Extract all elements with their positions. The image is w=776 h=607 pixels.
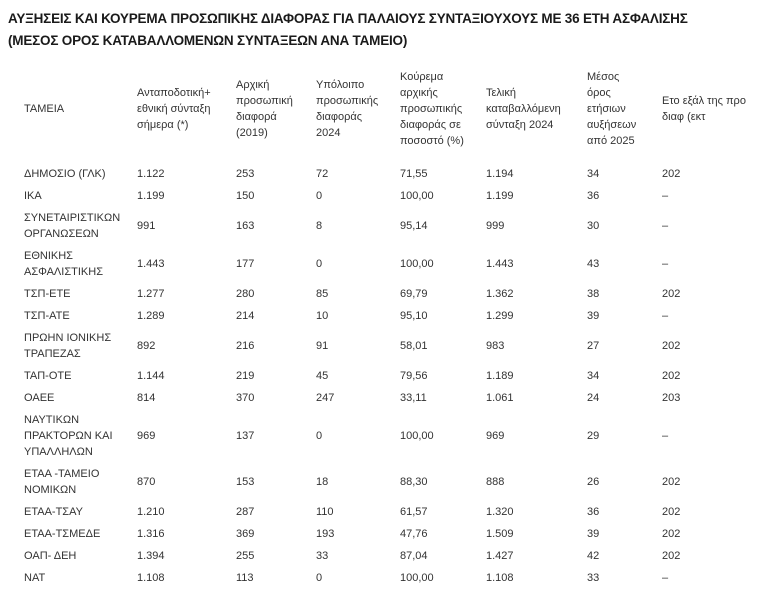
document-title xyxy=(8,8,688,52)
column-header: Τελική καταβαλλόμενη σύνταξη 2024 xyxy=(486,87,561,131)
value-cell: 34 xyxy=(587,370,600,382)
value-cell: 163 xyxy=(236,220,255,232)
value-cell: 1.362 xyxy=(486,288,514,300)
table-row xyxy=(16,163,776,185)
value-cell: 0 xyxy=(316,430,323,442)
value-cell: 370 xyxy=(236,392,255,404)
value-cell: 1.210 xyxy=(137,506,165,518)
value-cell: 247 xyxy=(316,392,335,404)
value-cell: 892 xyxy=(137,340,156,352)
value-cell: – xyxy=(662,190,669,202)
value-cell: 1.427 xyxy=(486,550,514,562)
table-row xyxy=(16,185,776,207)
table-row xyxy=(16,567,776,589)
value-cell: 1.394 xyxy=(137,550,165,562)
value-cell: 18 xyxy=(316,476,329,488)
fund-name-cell: ΝΑΥΤΙΚΩΝ ΠΡΑΚΤΟΡΩΝ ΚΑΙ ΥΠΑΛΛΗΛΩΝ xyxy=(24,414,113,458)
value-cell: 45 xyxy=(316,370,329,382)
value-cell: 870 xyxy=(137,476,156,488)
pension-table xyxy=(16,60,776,589)
value-cell: 30 xyxy=(587,220,600,232)
value-cell: 36 xyxy=(587,190,600,202)
table-row xyxy=(16,523,776,545)
title-line-1: ΑΥΞΗΣΕΙΣ ΚΑΙ ΚΟΥΡΕΜΑ ΠΡΟΣΩΠΙΚΗΣ ΔΙΑΦΟΡΑΣ ΓΙΑ ΠΑΛΑΙΟΥΣ ΣΥΝΤΑΞΙΟΥΧΟΥΣ ΜΕ 36 ΕΤΗ ΑΣΦΑΛΙΣΗΣ xyxy=(8,11,688,26)
value-cell: 216 xyxy=(236,340,255,352)
value-cell: 1.289 xyxy=(137,310,165,322)
value-cell: 10 xyxy=(316,310,329,322)
column-header: Κούρεμα αρχικής προσωπικής διαφοράς σε ποσοστό (%) xyxy=(400,71,464,147)
value-cell: 177 xyxy=(236,258,255,270)
value-cell: 1.061 xyxy=(486,392,514,404)
value-cell: 43 xyxy=(587,258,600,270)
column-header: Υπόλοιπο προσωπικής διαφοράς 2024 xyxy=(316,79,379,139)
value-cell: – xyxy=(662,430,669,442)
value-cell: 61,57 xyxy=(400,506,428,518)
value-cell: 1.320 xyxy=(486,506,514,518)
value-cell: 38 xyxy=(587,288,600,300)
value-cell: 33,11 xyxy=(400,392,427,404)
value-cell: 33 xyxy=(316,550,329,562)
value-cell: – xyxy=(662,572,669,584)
table-container xyxy=(0,60,746,607)
value-cell: 153 xyxy=(236,476,255,488)
value-cell: 34 xyxy=(587,168,600,180)
fund-name-cell: ΕΘΝΙΚΗΣ ΑΣΦΑΛΙΣΤΙΚΗΣ xyxy=(24,250,103,278)
value-cell: 202 xyxy=(662,550,681,562)
value-cell: 1.199 xyxy=(486,190,514,202)
value-cell: 991 xyxy=(137,220,156,232)
value-cell: 85 xyxy=(316,288,329,300)
value-cell: 72 xyxy=(316,168,329,180)
table-row xyxy=(16,409,776,463)
fund-name-cell: ΤΣΠ-ΕΤΕ xyxy=(24,288,71,300)
value-cell: – xyxy=(662,310,669,322)
value-cell: 1.316 xyxy=(137,528,165,540)
value-cell: 1.443 xyxy=(486,258,514,270)
value-cell: 203 xyxy=(662,392,681,404)
table-row xyxy=(16,545,776,567)
value-cell: 71,55 xyxy=(400,168,428,180)
value-cell: 1.443 xyxy=(137,258,165,270)
fund-name-cell: ΟΑΕΕ xyxy=(24,392,55,404)
fund-name-cell: ΤΣΠ-ΑΤΕ xyxy=(24,310,70,322)
table-row xyxy=(16,283,776,305)
value-cell: 255 xyxy=(236,550,255,562)
table-header-row xyxy=(16,60,776,163)
column-header: ΤΑΜΕΙΑ xyxy=(24,103,65,115)
fund-name-cell: ΟΑΠ- ΔΕΗ xyxy=(24,550,77,562)
value-cell: 1.122 xyxy=(137,168,165,180)
value-cell: 0 xyxy=(316,190,323,202)
value-cell: 150 xyxy=(236,190,255,202)
value-cell: 47,76 xyxy=(400,528,428,540)
column-header: Μέσος όρος ετήσιων αυξήσεων από 2025 xyxy=(587,71,637,147)
title-line-2: (ΜΕΣΟΣ ΟΡΟΣ ΚΑΤΑΒΑΛΛΟΜΕΝΩΝ ΣΥΝΤΑΞΕΩΝ ΑΝΑ ΤΑΜΕΙΟ) xyxy=(8,33,408,48)
value-cell: 202 xyxy=(662,528,681,540)
value-cell: 29 xyxy=(587,430,600,442)
value-cell: 58,01 xyxy=(400,340,428,352)
fund-name-cell: ΔΗΜΟΣΙΟ (ΓΛΚ) xyxy=(24,168,106,180)
fund-name-cell: ΕΤΑΑ-ΤΣΜΕΔΕ xyxy=(24,528,101,540)
fund-name-cell: ΣΥΝΕΤΑΙΡΙΣΤΙΚΩΝ ΟΡΓΑΝΩΣΕΩΝ xyxy=(24,212,121,240)
value-cell: 969 xyxy=(486,430,505,442)
value-cell: 110 xyxy=(316,506,334,518)
value-cell: 287 xyxy=(236,506,255,518)
value-cell: 39 xyxy=(587,528,600,540)
table-row xyxy=(16,305,776,327)
value-cell: 95,10 xyxy=(400,310,428,322)
value-cell: 113 xyxy=(236,572,254,584)
value-cell: 202 xyxy=(662,288,681,300)
value-cell: 36 xyxy=(587,506,600,518)
value-cell: 219 xyxy=(236,370,255,382)
value-cell: 100,00 xyxy=(400,430,434,442)
value-cell: 26 xyxy=(587,476,600,488)
value-cell: 1.189 xyxy=(486,370,514,382)
value-cell: 33 xyxy=(587,572,600,584)
value-cell: 888 xyxy=(486,476,505,488)
fund-name-cell: ΕΤΑΑ -ΤΑΜΕΙΟ ΝΟΜΙΚΩΝ xyxy=(24,468,100,496)
value-cell: 69,79 xyxy=(400,288,428,300)
value-cell: 42 xyxy=(587,550,600,562)
value-cell: 137 xyxy=(236,430,255,442)
value-cell: 100,00 xyxy=(400,190,434,202)
table-row xyxy=(16,463,776,501)
value-cell: 24 xyxy=(587,392,600,404)
value-cell: – xyxy=(662,220,669,232)
value-cell: 253 xyxy=(236,168,255,180)
table-row xyxy=(16,207,776,245)
value-cell: 27 xyxy=(587,340,600,352)
value-cell: 1.199 xyxy=(137,190,165,202)
value-cell: 87,04 xyxy=(400,550,428,562)
value-cell: 100,00 xyxy=(400,572,434,584)
value-cell: 1.194 xyxy=(486,168,514,180)
value-cell: 0 xyxy=(316,258,323,270)
value-cell: 202 xyxy=(662,340,681,352)
table-row xyxy=(16,327,776,365)
value-cell: 369 xyxy=(236,528,255,540)
value-cell: 193 xyxy=(316,528,335,540)
table-row xyxy=(16,501,776,523)
value-cell: 95,14 xyxy=(400,220,428,232)
value-cell: 202 xyxy=(662,506,681,518)
value-cell: 214 xyxy=(236,310,255,322)
value-cell: 1.277 xyxy=(137,288,165,300)
value-cell: 202 xyxy=(662,476,681,488)
table-row xyxy=(16,245,776,283)
column-header: Αρχική προσωπική διαφορά (2019) xyxy=(236,79,293,139)
value-cell: 202 xyxy=(662,168,681,180)
value-cell: 1.108 xyxy=(137,572,165,584)
value-cell: 814 xyxy=(137,392,156,404)
table-row xyxy=(16,365,776,387)
fund-name-cell: ΝΑΤ xyxy=(24,572,46,584)
value-cell: 999 xyxy=(486,220,505,232)
column-header: Ανταποδοτική+ εθνική σύνταξη σήμερα (*) xyxy=(137,87,211,131)
value-cell: 8 xyxy=(316,220,323,232)
fund-name-cell: ΙΚΑ xyxy=(24,190,42,202)
value-cell: 969 xyxy=(137,430,156,442)
value-cell: 1.509 xyxy=(486,528,514,540)
fund-name-cell: ΤΑΠ-ΟΤΕ xyxy=(24,370,72,382)
value-cell: 280 xyxy=(236,288,255,300)
value-cell: 39 xyxy=(587,310,600,322)
column-header: Ετο εξάλ της προ διαφ (εκτ xyxy=(662,95,746,123)
value-cell: – xyxy=(662,258,669,270)
value-cell: 202 xyxy=(662,370,681,382)
value-cell: 88,30 xyxy=(400,476,428,488)
value-cell: 100,00 xyxy=(400,258,434,270)
fund-name-cell: ΠΡΩΗΝ ΙΟΝΙΚΗΣ ΤΡΑΠΕΖΑΣ xyxy=(24,332,112,360)
value-cell: 79,56 xyxy=(400,370,428,382)
value-cell: 1.144 xyxy=(137,370,165,382)
value-cell: 91 xyxy=(316,340,329,352)
value-cell: 1.108 xyxy=(486,572,514,584)
value-cell: 1.299 xyxy=(486,310,514,322)
value-cell: 983 xyxy=(486,340,505,352)
fund-name-cell: ΕΤΑΑ-ΤΣΑΥ xyxy=(24,506,83,518)
table-row xyxy=(16,387,776,409)
value-cell: 0 xyxy=(316,572,323,584)
